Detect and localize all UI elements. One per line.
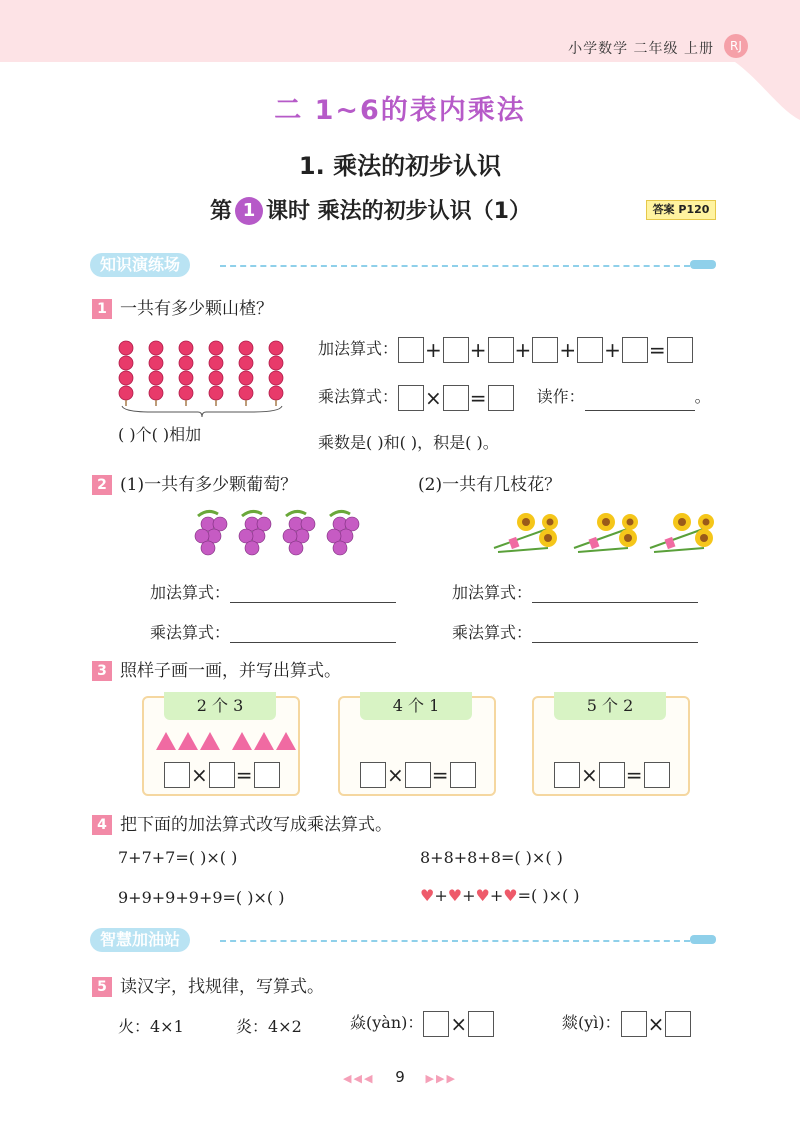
q4-expr-1: 7+7+7=( )×( ): [118, 848, 238, 867]
answer-box[interactable]: [622, 337, 648, 363]
answer-box[interactable]: [554, 762, 580, 788]
flowers-icon: [490, 508, 716, 558]
q2a-add: 加法算式：: [150, 580, 396, 603]
triangle-icon: [276, 732, 296, 750]
q2b-mul: 乘法算式：: [452, 620, 698, 643]
page-number: 9: [395, 1068, 405, 1086]
question-3: 3 照样子画一画，并写出算式。: [92, 656, 341, 681]
answer-box[interactable]: [665, 1011, 691, 1037]
banner-divider: [220, 940, 690, 942]
banner-divider: [220, 265, 690, 267]
right-arrows-icon: ▶▶▶: [425, 1072, 457, 1085]
answer-line[interactable]: [532, 642, 698, 643]
question-1: 1 一共有多少颗山楂？: [92, 294, 273, 319]
grapes-icon: [188, 508, 364, 560]
left-arrows-icon: ◀◀◀: [343, 1072, 375, 1085]
unit-title: 二 1~6的表内乘法: [274, 95, 526, 126]
q5-char-2: 炎：4×2: [236, 1017, 302, 1036]
pencil-icon: [690, 935, 716, 944]
answer-box[interactable]: [577, 337, 603, 363]
banner-knowledge: 知识演练场: [90, 253, 190, 277]
question-4: 4 把下面的加法算式改写成乘法算式。: [92, 810, 392, 835]
answer-line[interactable]: [230, 602, 396, 603]
question-2: 2 (1)一共有多少颗葡萄？: [92, 470, 297, 495]
triangle-icon: [254, 732, 274, 750]
card-label: 2 个 3: [164, 692, 276, 720]
answer-box[interactable]: [443, 337, 469, 363]
triangle-icon: [156, 732, 176, 750]
answer-box[interactable]: [488, 337, 514, 363]
answer-box[interactable]: [164, 762, 190, 788]
triangle-icon: [178, 732, 198, 750]
q4-expr-4: ♥+♥+♥+♥=( )×( ): [420, 886, 580, 905]
answer-reference: 答案 P120: [646, 200, 716, 220]
heart-icon: ♥: [475, 886, 490, 905]
q1-add-row: 加法算式： + + + + + =: [318, 336, 693, 363]
answer-box[interactable]: [599, 762, 625, 788]
heart-icon: ♥: [447, 886, 463, 905]
drawing-card[interactable]: 5 个 2 × =: [532, 696, 690, 796]
q2a-mul: 乘法算式：: [150, 620, 396, 643]
pencil-icon: [690, 260, 716, 269]
answer-line[interactable]: [230, 642, 396, 643]
answer-box[interactable]: [621, 1011, 647, 1037]
q1-mul-row: 乘法算式： × = 读作： 。: [318, 385, 711, 410]
page-footer: [0, 1068, 800, 1086]
answer-box[interactable]: [209, 762, 235, 788]
q1-caption: ( )个( )相加: [118, 425, 202, 444]
hawthorn-icon: [112, 338, 292, 418]
answer-box[interactable]: [254, 762, 280, 788]
lesson-title: 第 1 课时 乘法的初步认识（1）: [210, 199, 531, 224]
answer-box[interactable]: [450, 762, 476, 788]
card-label: 4 个 1: [360, 692, 472, 720]
banner-challenge: 智慧加油站: [90, 928, 190, 952]
answer-line[interactable]: [585, 410, 695, 411]
question-2b: (2)一共有几枝花？: [418, 475, 562, 495]
q4-expr-3: 9+9+9+9+9=( )×( ): [118, 888, 285, 907]
answer-box[interactable]: [443, 385, 469, 411]
answer-box[interactable]: [405, 762, 431, 788]
q5-char-1: 火：4×1: [118, 1017, 184, 1036]
card-label: 5 个 2: [554, 692, 666, 720]
answer-box[interactable]: [398, 337, 424, 363]
lesson-number: 1: [235, 197, 263, 225]
section-title: 1. 乘法的初步认识: [298, 152, 502, 180]
answer-box[interactable]: [644, 762, 670, 788]
q4-expr-2: 8+8+8+8=( )×( ): [420, 848, 563, 867]
answer-line[interactable]: [532, 602, 698, 603]
answer-box[interactable]: [532, 337, 558, 363]
answer-box[interactable]: [423, 1011, 449, 1037]
answer-box[interactable]: [667, 337, 693, 363]
answer-box[interactable]: [360, 762, 386, 788]
answer-box[interactable]: [468, 1011, 494, 1037]
triangle-icon: [200, 732, 220, 750]
heart-icon: ♥: [420, 886, 435, 905]
q2b-add: 加法算式：: [452, 580, 698, 603]
answer-box[interactable]: [488, 385, 514, 411]
example-card: 2 个 3 × =: [142, 696, 300, 796]
header-meta: 小学数学 二年级 上册: [568, 41, 714, 57]
drawing-card[interactable]: 4 个 1 × =: [338, 696, 496, 796]
heart-icon: ♥: [503, 886, 518, 905]
answer-box[interactable]: [398, 385, 424, 411]
question-5: 5 读汉字，找规律，写算式。: [92, 972, 324, 997]
q5-char-4: 燚(yì)： ×: [562, 1010, 691, 1037]
q1-factors: 乘数是( )和( )，积是( )。: [318, 433, 499, 452]
q5-char-3: 焱(yàn)： ×: [350, 1010, 494, 1037]
triangle-icon: [232, 732, 252, 750]
